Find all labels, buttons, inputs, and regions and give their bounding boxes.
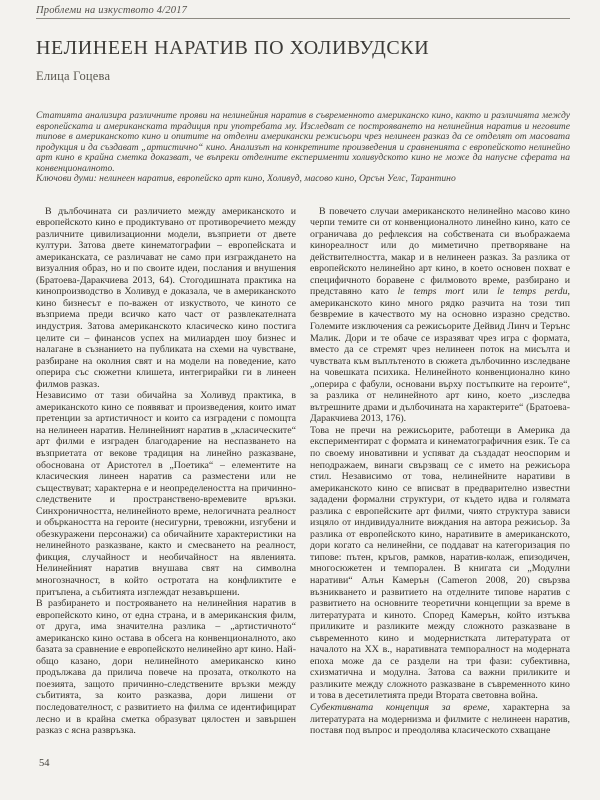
paragraph: В разбирането и построяването на нелинейния наратив в европейското кино, от една страна, и в американския филм, от друга, има значителна разлика – „артистичното“ американско кино остава в обсега на конвенционалното, ако базата за сравнение е европейското нелинейно арт кино. Най-общо казано, дори нелинейното американско кино продължава да прилича повече на прозата, отколкото на поезията, защото причинно-следствените връзки между събитията, за които разказва, дори лишени от последователност, с развитието на филма се идентифицират лесно и в крайна сметка образуват цялостен и завършен разказ с ясна развръзка. xyxy=(36,598,296,737)
inline-italic-term: le temps perdu xyxy=(497,286,568,298)
author-name: Елица Гоцева xyxy=(36,69,111,83)
inline-italic-lead: Субективната концепция за време xyxy=(310,702,488,714)
abstract-block xyxy=(36,111,570,185)
journal-header: Проблеми на изкуството 4/2017 xyxy=(36,5,188,16)
paragraph-text: или xyxy=(463,286,498,298)
abstract-text: Статията анализира различните прояви на нелинейния наратив в съвременното американско кино, както и различията между европейската и американската традиция при употребата му. Изследват се построяването на нелинейния наратив и неговите типове в американското кино и опитите на отделни американски режисьори чрез нелинеен разказ да се отделят от масовата продукция и да създават „артистично“ кино. Анализът на конкретните произведения и сравненията с европейското нелинейно арт кино в крайна сметка доказват, че въпреки отделните експерименти холивудското кино не може да напусне сферата на конвенционалното. xyxy=(36,110,570,174)
abstract-keywords: Ключови думи: нелинеен наратив, европейско арт кино, Холивуд, масово кино, Орсън Уелс, Тарантино xyxy=(36,173,456,184)
paragraph-text: , американското кино много рядко разчита на този тип безвремие в качеството му на основно изразно средство. Големите изключения са режисьорите Дейвид Линч и Терънс Малик. Дори и те обаче се изразяват чрез игра с формата, вместо да се стремят чрез нелинеен поток на мисълта и чувствата към въплътеното в сюжета дълбочинно изследване на човешката психика. Нелинейното конвенционално кино „оперира с фабули, основани върху постъпките на героите“, за разлика от нелинейното арт кино, което „изследва вътрешните драми и дълбочината на характерите“ (Братоева-Даракчиева 2013, 176). xyxy=(310,286,570,425)
paragraph xyxy=(310,702,570,737)
paragraph-text: В повечето случаи американското нелинейно масово кино черпи темите си от конвенционалното линейно кино, като се ограничава до рефлексия на собствената си въображаема кинореалност или до миметично претворяване на действителността, макар и в нелинеен разказ. За разлика от европейското нелинейно арт кино, в което основен похват е специфичното боравене с филмовото време, разбирано и представяно като xyxy=(310,205,570,298)
paragraph xyxy=(310,206,570,425)
inline-italic-term: le temps mort xyxy=(397,286,464,298)
article-body xyxy=(36,206,570,737)
paragraph: Това не пречи на режисьорите, работещи в Америка да експериментират с формата и кинематографичния език. Те са по своему иновативни и успяват да създадат неоспорим и неподражаем, винаги свързващ се с името на режисьора стил. Независимо от това, нелинейните наративи в американското кино се вписват в предварително известни зададени формални структури, от където идва и голямата разлика с европейските арт филми, чиято структура зависи изцяло от индивидуалните виждания на автора режисьор. За разлика от европейското кино, наративите в американското, дори когато са нелинейни, се поддават на категоризация по типове: пътен, кръгов, рамков, наратив-колаж, епизодичен, многосюжетен и темпорален. В книгата си „Модулни наративи“ Алън Камерън (Cameron 2008, 20) свързва възникването и развитието на отделните типове наратив с развитието на основните теоретични концепции за време в литературата и киното. Според Камерън, който изтъква приликите и разликите между сложното разказване в съвременното кино и модернистката литературата от началото на ХХ в., наративната темпоралност на модерната епоха може да се раздели на три фази: субективна, схизматична и модулна. Затова са важни приликите и разликите между сложното разказване в съвременното кино и това в десетилетията преди Втората световна война. xyxy=(310,424,570,702)
header-rule xyxy=(36,18,570,19)
paragraph-text: , характерна за литературата на модернизма и филмите с нелинеен наратив, поставя под въпрос и преодолява класическото схващане xyxy=(310,702,571,737)
body-column-right xyxy=(310,206,570,737)
page-number: 54 xyxy=(39,758,50,769)
paragraph: В дълбочината си различието между американското и европейското кино е продиктувано от противоречието между различните цивилизационни модели, възприети от двете култури. Затова двете кинематографии – европейската и американската, се различават не само при изграждането на визуалния образ, но и по своите идеи, послания и внушения (Братоева-Даракчиева 2013, 64). Стогодишната практика на кинопроизводство в Холивуд е доказала, че в американското кино бизнесът е по-важен от изкуството, че киното се възприема преди всичко като част от развлекателната индустрия. Затова американското класическо кино постига целите си – финансов успех на милиарден шоу бизнес и налагане в съзнанието на публиката на схеми на чувстване, разбиране на околния свят и на модели на поведение, като оперира със сюжетни клишета, интегрирайки ги в линеен филмов разказ. xyxy=(36,205,296,390)
paragraph: Независимо от тази обичайна за Холивуд практика, в американското кино се появяват и произведения, които имат претенции за артистичност и които са изградени с помощта на нелинеен наратив. Нелинейният наратив в „класическите“ арт филми е изграден благодарение на неспазването на възприетата от векове традиция на линейно разказване, обоснована от Аристотел в „Поетика“ – елементите на класическия линеен наратив са разместени или не съществуват; характерна е и неопределеността на причинно-следствените и пространствено-времевите връзки. Синхроничността, нелинейното време, нелогичната реалност и объркаността на героите (несигурни, тревожни, изгубени и обезкуражени персонажи) са обичайните характеристики на нелинейното разказване, както и смесването на реалност, фикция, случайност и необичайност на явленията. Нелинейният наратив внушава свят на символна многозначност, в който остротата на конфликтите е притъпена, а събитията изглеждат незавършени. xyxy=(36,390,296,598)
article-title: НЕЛИНЕЕН НАРАТИВ ПО ХОЛИВУДСКИ xyxy=(36,37,430,59)
body-column-left xyxy=(36,206,296,737)
page-header xyxy=(36,4,570,19)
